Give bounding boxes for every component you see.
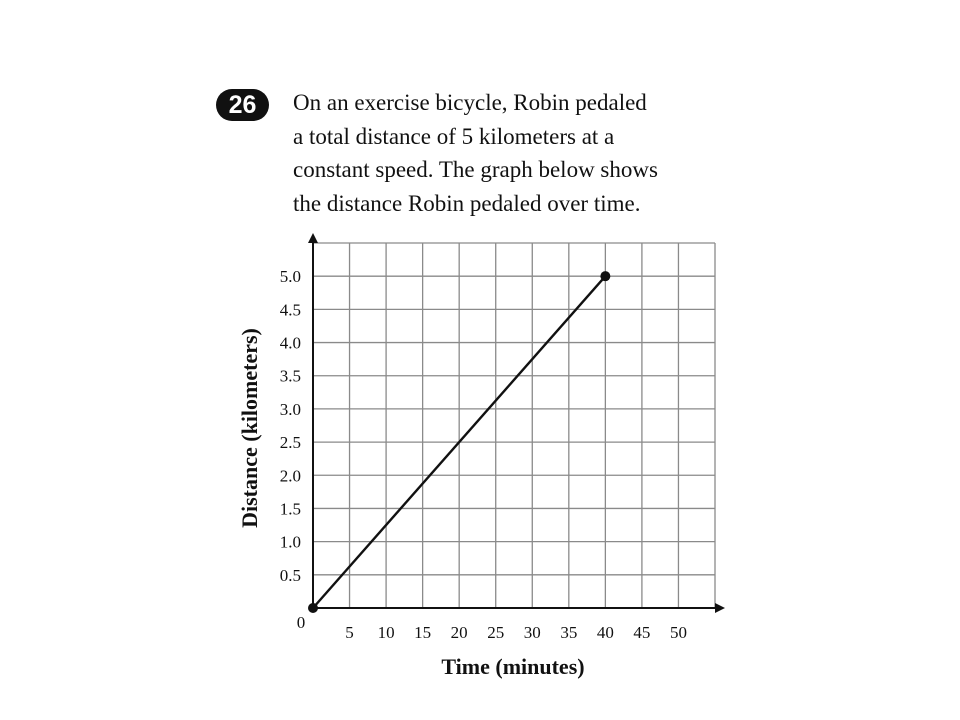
- origin-label: 0: [296, 613, 306, 632]
- x-axis-label: Time (minutes): [441, 654, 585, 679]
- x-tick-label: 50: [669, 623, 687, 642]
- x-tick-label: 5: [345, 623, 354, 642]
- question-number-badge: 26: [216, 89, 269, 121]
- question-line: On an exercise bicycle, Robin pedaled: [293, 90, 647, 115]
- y-tick-label: 3.0: [279, 399, 301, 419]
- y-tick-label: 2.0: [279, 466, 301, 486]
- x-tick-label: 45: [633, 623, 651, 642]
- y-tick-label: 0.5: [279, 565, 301, 585]
- y-tick-label: 4.5: [279, 300, 301, 320]
- x-axis-arrowhead: [715, 603, 725, 613]
- question-line: constant speed. The graph below shows: [293, 157, 658, 182]
- x-tick-label: 10: [377, 623, 395, 642]
- y-tick-label: 5.0: [279, 267, 301, 287]
- x-tick-label: 25: [487, 623, 505, 642]
- y-tick-label: 1.5: [279, 499, 301, 519]
- x-tick-label: 35: [560, 623, 578, 642]
- y-tick-label: 3.5: [279, 366, 301, 386]
- question-line: a total distance of 5 kilometers at a: [293, 123, 615, 149]
- data-point: [308, 603, 318, 613]
- x-tick-label: 15: [414, 623, 432, 642]
- x-tick-label: 20: [450, 623, 468, 642]
- y-tick-label: 4.0: [279, 333, 301, 353]
- x-tick-label: 40: [596, 623, 614, 642]
- y-tick-label: 2.5: [279, 433, 301, 453]
- y-axis-label: Distance (kilometers): [237, 328, 262, 528]
- x-tick-label: 30: [523, 623, 541, 642]
- question-line: the distance Robin pedaled over time.: [293, 190, 641, 216]
- axes: [308, 233, 725, 613]
- y-tick-label: 1.0: [279, 532, 301, 552]
- grid: [313, 243, 715, 608]
- tick-labels: [280, 267, 687, 642]
- y-axis-arrowhead: [308, 233, 318, 243]
- data-point: [600, 271, 610, 281]
